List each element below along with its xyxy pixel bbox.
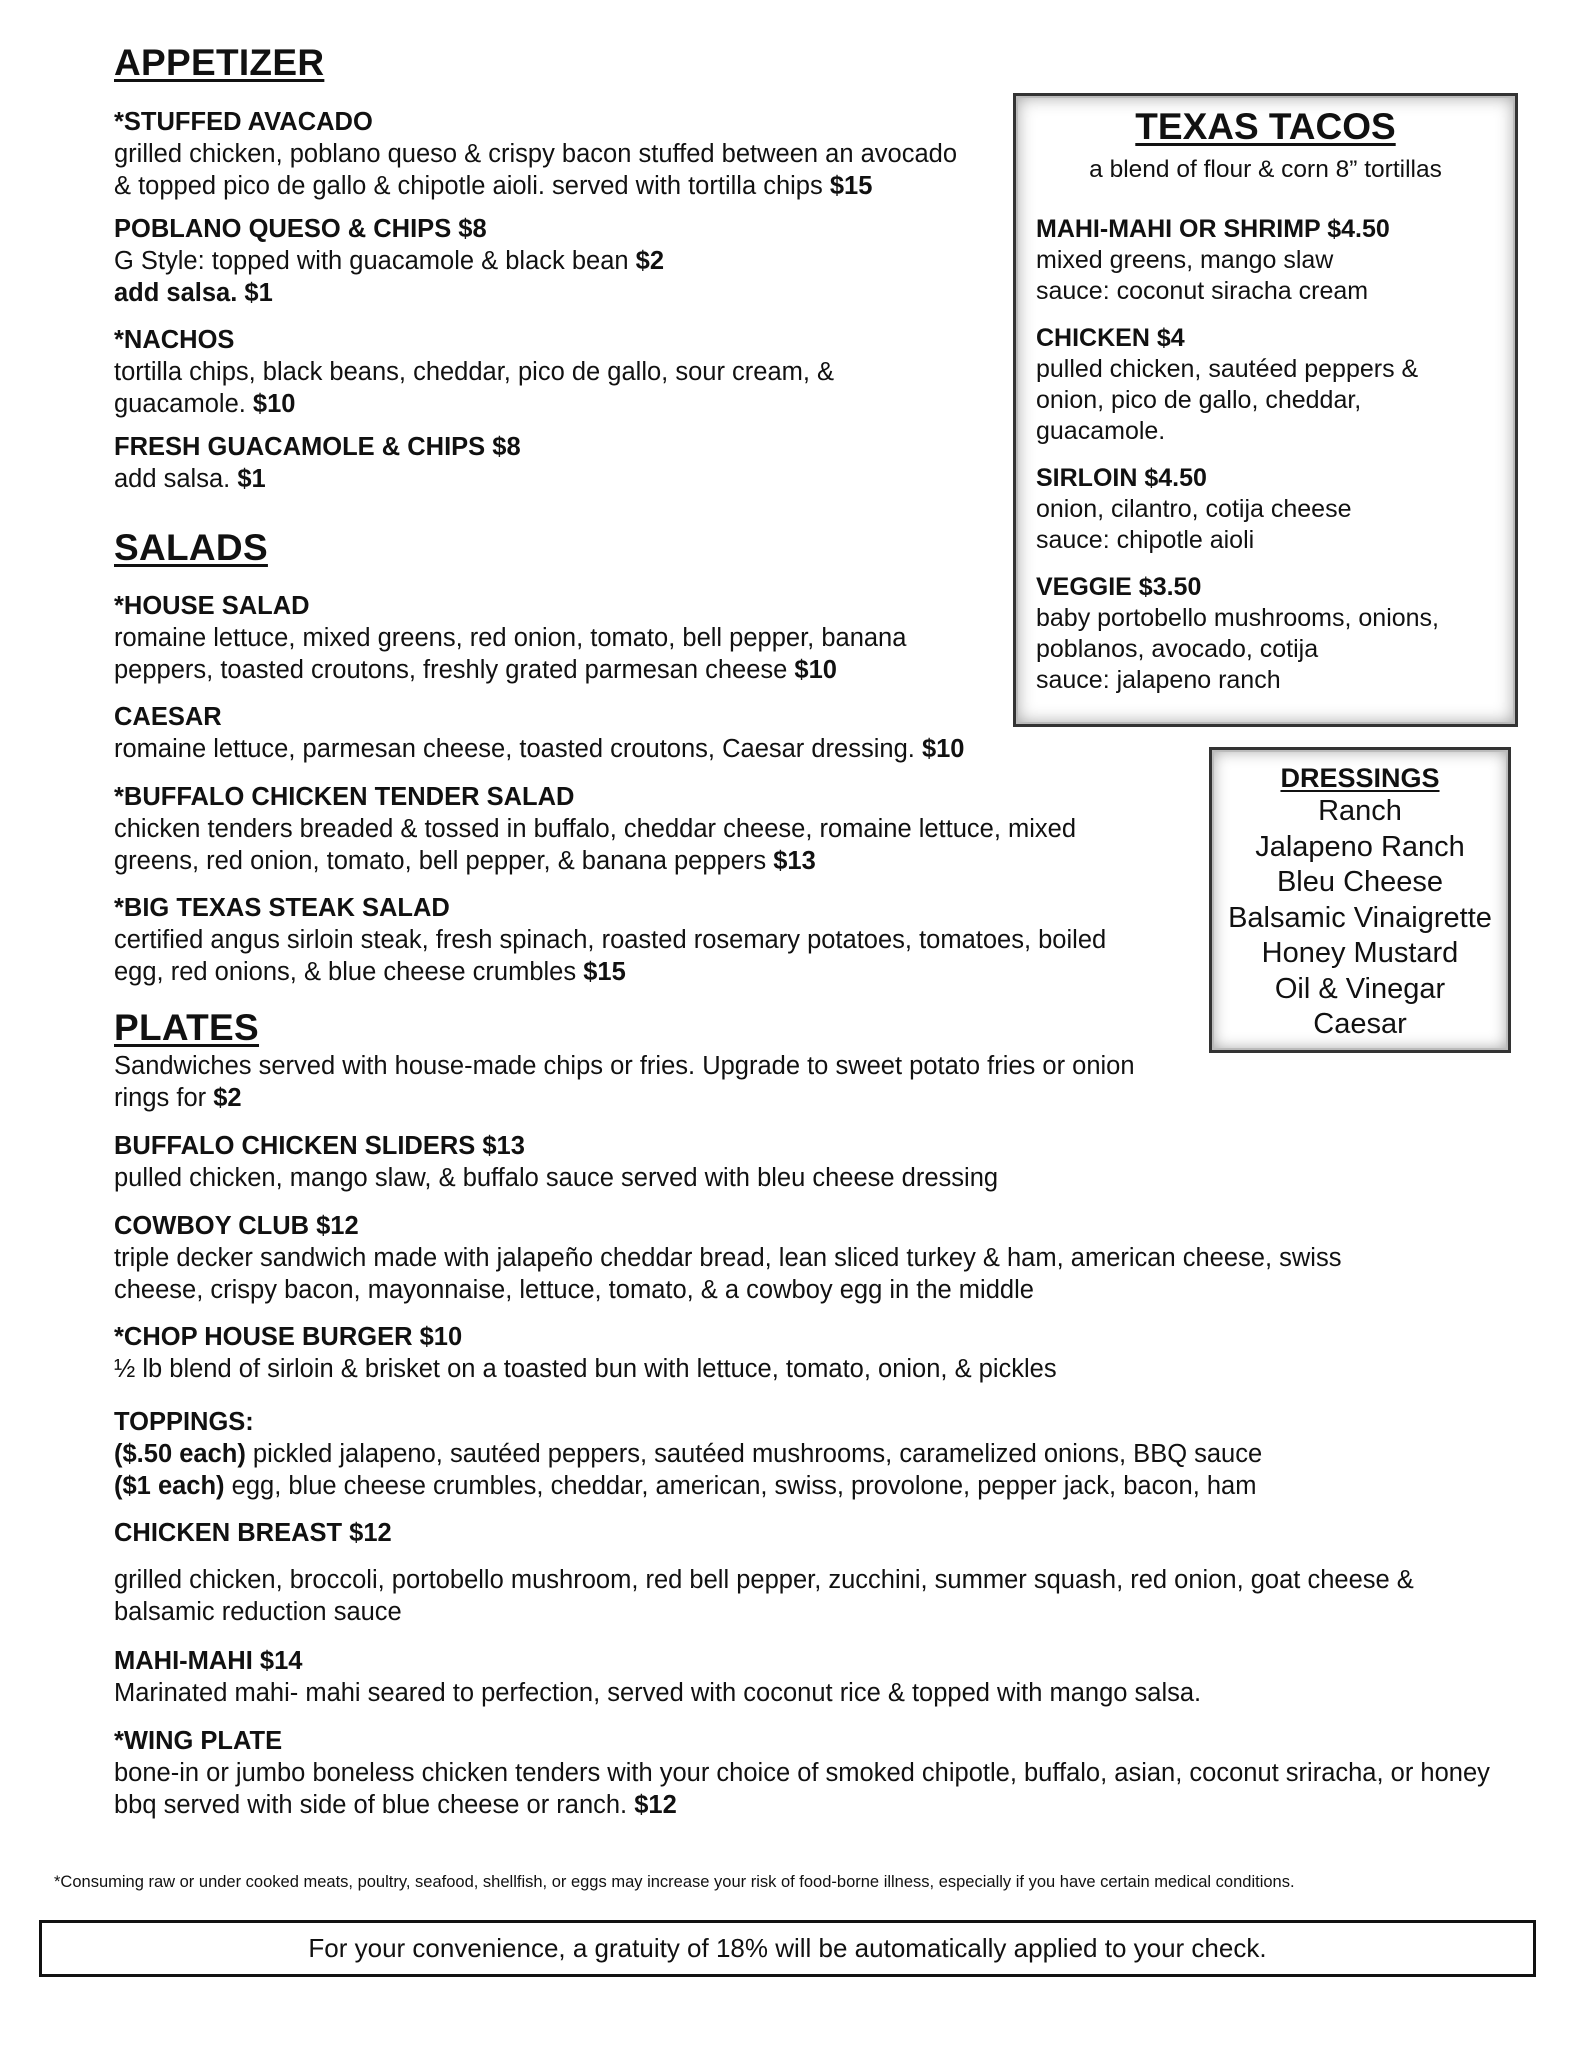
menu-item-house-salad [114,590,906,686]
item-desc: guacamole. [114,390,253,418]
item-name: *BUFFALO CHICKEN TENDER SALAD [114,783,575,811]
toppings-row [114,1438,1262,1470]
item-name: MAHI-MAHI $14 [114,1647,303,1675]
menu-item-mahi-mahi [114,1645,1201,1709]
menu-item-chop-house-burger [114,1321,1057,1385]
menu-item-buffalo-chicken-tender-salad [114,781,1076,877]
dressing-item: Balsamic Vinaigrette [1228,901,1492,934]
taco-item-chicken [1036,323,1418,447]
item-desc: Marinated mahi- mahi seared to perfection, served with coconut rice & topped with mango salsa. [114,1679,1202,1707]
item-desc: peppers, toasted croutons, freshly grated parmesan cheese [114,656,795,684]
item-desc: romaine lettuce, parmesan cheese, toasted croutons, Caesar dressing. [114,735,922,763]
taco-item-mahi-shrimp [1036,214,1390,307]
item-name: VEGGIE $3.50 [1036,573,1202,601]
item-name: *STUFFED AVACADO [114,108,373,136]
toppings-heading: TOPPINGS: [114,1408,254,1436]
menu-item-stuffed-avacado [114,106,957,202]
item-desc: balsamic reduction sauce [114,1598,402,1626]
item-name: MAHI-MAHI OR SHRIMP $4.50 [1036,215,1390,243]
item-desc: add salsa. [114,465,238,493]
gratuity-notice: For your convenience, a gratuity of 18% will be automatically applied to your check. [39,1920,1536,1977]
intro-line: rings for [114,1084,214,1112]
dressing-item: Jalapeno Ranch [1255,830,1465,863]
item-price: $10 [794,656,837,684]
dressing-item: Oil & Vinegar [1274,972,1446,1005]
item-desc: sauce: jalapeno ranch [1036,666,1281,694]
item-desc: bbq served with side of blue cheese or ranch. [114,1791,635,1819]
salads-heading: SALADS [114,527,268,568]
taco-item-veggie [1036,572,1439,696]
dressings-list [1212,794,1508,1043]
item-price: $1 [237,465,266,493]
item-desc: cheese, crispy bacon, mayonnaise, lettuce, tomato, & a cowboy egg in the middle [114,1276,1034,1304]
menu-item-cowboy-club [114,1210,1341,1306]
item-name: CAESAR [114,703,222,731]
item-price: $10 [921,735,965,763]
item-name: *NACHOS [114,326,235,354]
item-name: SIRLOIN $4.50 [1036,464,1207,492]
item-desc: chicken tenders breaded & tossed in buffalo, cheddar cheese, romaine lettuce, mixed [114,815,1077,843]
dressing-item: Honey Mustard [1261,937,1459,969]
tacos-title: TEXAS TACOS [1135,106,1396,147]
item-desc: tortilla chips, black beans, cheddar, pico de gallo, sour cream, & [114,358,835,386]
plates-intro [114,1050,1135,1114]
item-name: *CHOP HOUSE BURGER $10 [114,1323,463,1351]
item-desc: baby portobello mushrooms, onions, [1036,604,1440,632]
item-name: *WING PLATE [114,1727,283,1755]
item-name: COWBOY CLUB $12 [114,1212,359,1240]
item-desc: greens, red onion, tomato, bell pepper, & banana peppers [114,847,774,875]
item-name: POBLANO QUESO & CHIPS $8 [114,215,487,243]
menu-item-nachos [114,324,834,420]
health-disclaimer: *Consuming raw or under cooked meats, poultry, seafood, shellfish, or eggs may increase your risk of food-borne illness, especially if you have certain medical conditions. [54,1873,1295,1891]
tacos-subtitle: a blend of flour & corn 8” tortillas [1089,156,1442,183]
dressing-item: Ranch [1318,795,1402,827]
item-price: $13 [773,847,816,875]
item-desc: grilled chicken, poblano queso & crispy bacon stuffed between an avocado [114,140,958,168]
item-desc: & topped pico de gallo & chipotle aioli. served with tortilla chips [114,172,830,200]
item-desc: romaine lettuce, mixed greens, red onion, tomato, bell pepper, banana [114,624,907,652]
item-name: CHICKEN $4 [1036,324,1185,352]
dressing-item: Bleu Cheese [1276,866,1444,898]
item-name: FRESH GUACAMOLE & CHIPS $8 [114,433,521,461]
item-price: $15 [829,172,873,200]
item-desc: pulled chicken, mango slaw, & buffalo sauce served with bleu cheese dressing [114,1164,999,1192]
toppings-price-label: ($.50 each) [114,1440,246,1468]
item-price: $2 [635,247,665,275]
dressings-title: DRESSINGS [1280,763,1440,793]
intro-line: Sandwiches served with house-made chips or fries. Upgrade to sweet potato fries or onion [114,1052,1135,1080]
menu-item-fresh-guacamole [114,431,521,495]
item-desc: onion, pico de gallo, cheddar, [1036,386,1362,414]
intro-price: $2 [213,1084,242,1112]
item-desc: certified angus sirloin steak, fresh spinach, roasted rosemary potatoes, tomatoes, boiled [114,926,1107,954]
item-name: *HOUSE SALAD [114,592,310,620]
item-desc: bone-in or jumbo boneless chicken tenders with your choice of smoked chipotle, buffalo, asian, coconut sriracha, or honey [114,1759,1490,1787]
menu-item-wing-plate [114,1725,1490,1821]
dressings-box [1209,747,1511,1053]
plates-heading: PLATES [114,1007,260,1048]
menu-item-caesar [114,701,964,765]
item-desc: onion, cilantro, cotija cheese [1036,495,1352,523]
toppings [114,1406,1262,1502]
appetizer-heading: APPETIZER [114,42,325,83]
item-name: *BIG TEXAS STEAK SALAD [114,894,450,922]
item-price: $10 [252,390,296,418]
dressing-item: Caesar [1313,1008,1407,1040]
item-desc: sauce: coconut siracha cream [1036,277,1369,305]
menu-item-chicken-breast [114,1517,1414,1628]
item-desc: triple decker sandwich made with jalapeño cheddar bread, lean sliced turkey & ham, american cheese, swiss [114,1244,1342,1272]
toppings-row [114,1470,1262,1502]
item-extra: add salsa. $1 [114,279,273,307]
toppings-price-label: ($1 each) [114,1472,225,1500]
menu-item-poblano-queso [114,213,664,309]
item-desc: egg, red onions, & blue cheese crumbles [114,958,584,986]
item-name: BUFFALO CHICKEN SLIDERS $13 [114,1132,525,1160]
menu-item-big-texas-steak-salad [114,892,1106,988]
item-price: $15 [583,958,626,986]
item-desc: guacamole. [1036,417,1166,445]
item-desc: ½ lb blend of sirloin & brisket on a toasted bun with lettuce, tomato, onion, & pickles [114,1355,1057,1383]
taco-item-sirloin [1036,463,1351,556]
toppings-list: egg, blue cheese crumbles, cheddar, american, swiss, provolone, pepper jack, bacon, ham [224,1472,1257,1500]
item-desc: mixed greens, mango slaw [1036,246,1334,274]
menu-item-buffalo-chicken-sliders [114,1130,998,1194]
item-desc: poblanos, avocado, cotija [1036,635,1319,663]
toppings-list: pickled jalapeno, sautéed peppers, sautéed mushrooms, caramelized onions, BBQ sauce [245,1440,1263,1468]
item-desc: sauce: chipotle aioli [1036,526,1255,554]
item-desc: G Style: topped with guacamole & black bean [114,247,636,275]
item-price: $12 [634,1791,677,1819]
item-name: CHICKEN BREAST $12 [114,1519,392,1547]
texas-tacos-box [1013,93,1518,727]
item-desc: grilled chicken, broccoli, portobello mushroom, red bell pepper, zucchini, summer squash, red onion, goat cheese & [114,1566,1414,1594]
item-desc: pulled chicken, sautéed peppers & [1036,355,1419,383]
